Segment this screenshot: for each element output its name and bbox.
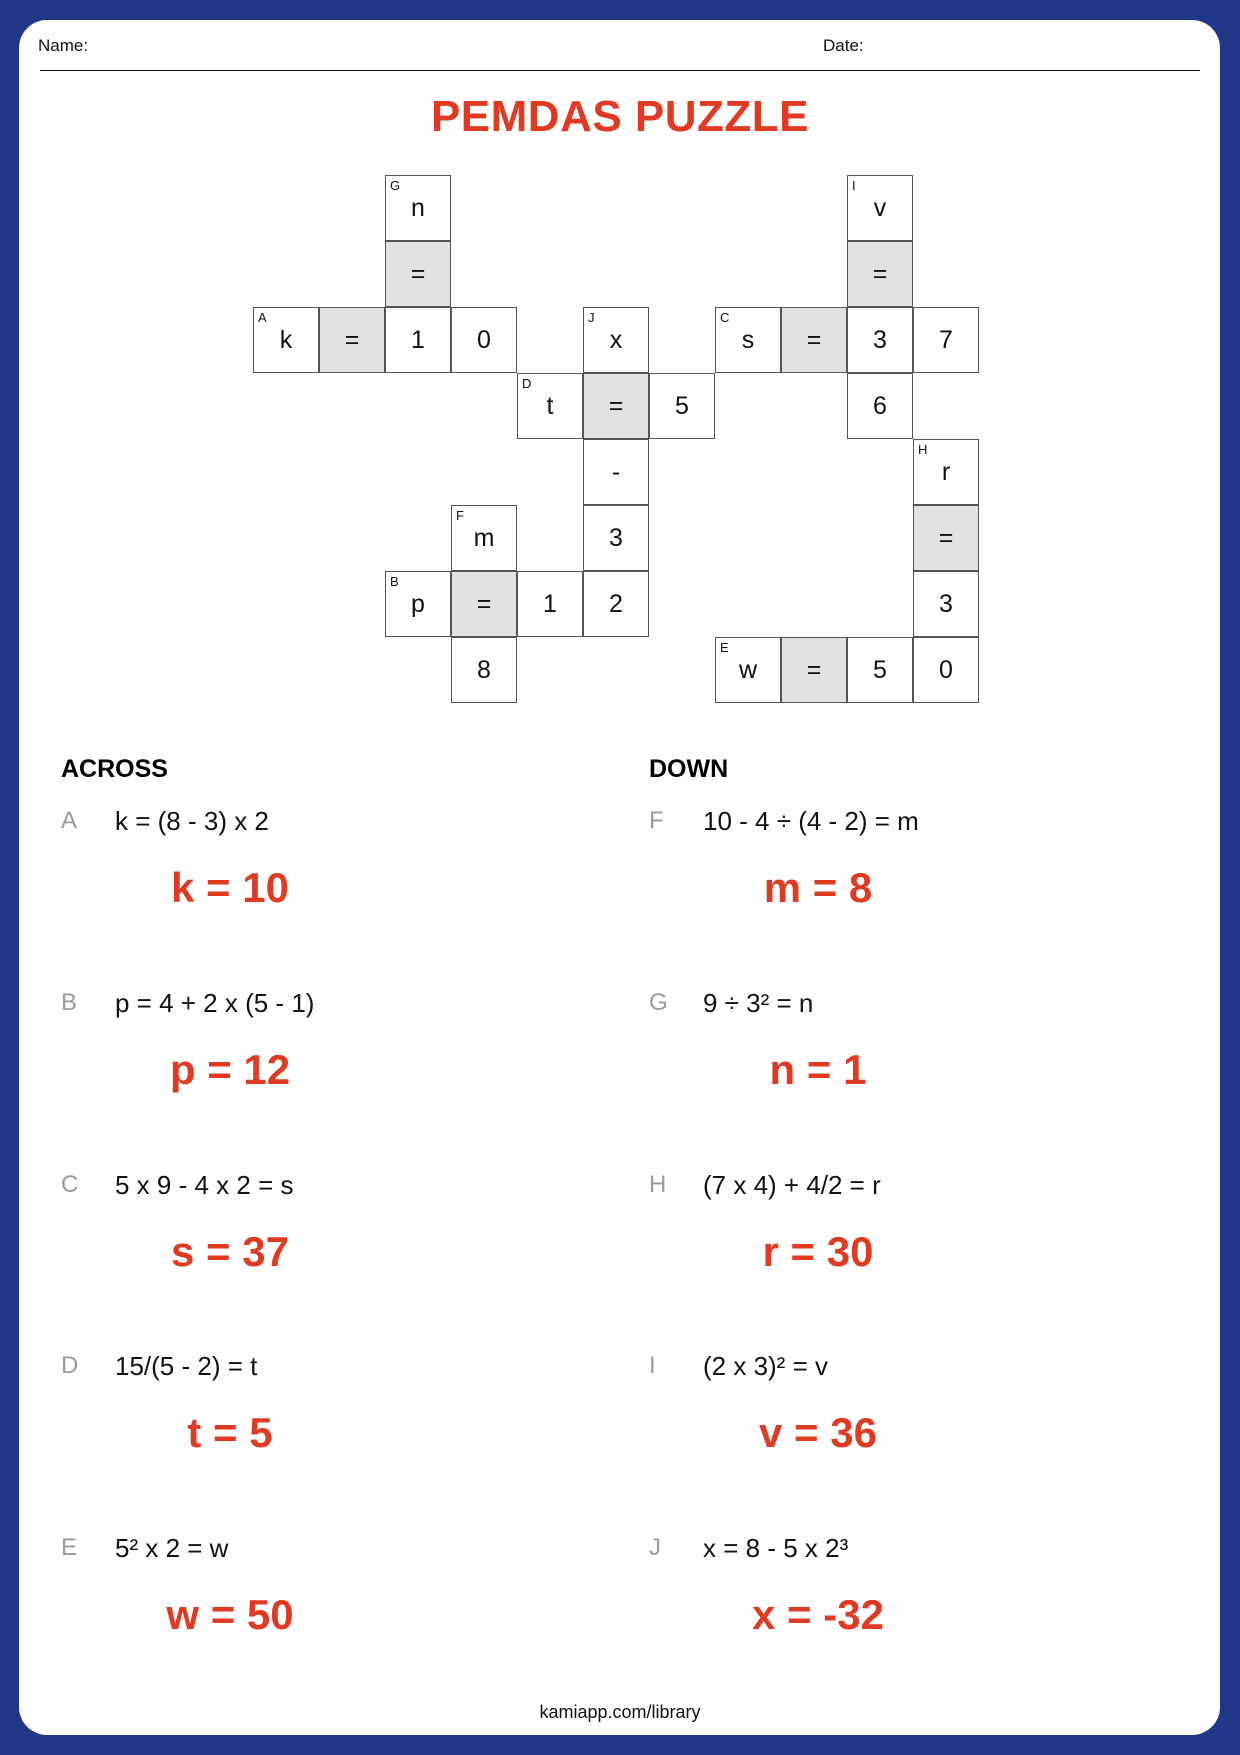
clue-answer: s = 37: [171, 1228, 289, 1275]
date-label: Date:: [823, 36, 864, 55]
cell-value: v: [873, 194, 887, 222]
cell-value: 0: [939, 656, 953, 684]
cell-value: 0: [477, 326, 491, 354]
grid-cell: [583, 439, 649, 505]
grid-cell: [847, 241, 913, 307]
clue-number-label: E: [720, 640, 729, 655]
grid-cell: [583, 571, 649, 637]
grid-cell: [385, 571, 451, 637]
clue-letter: F: [649, 807, 664, 834]
cell-value: =: [476, 590, 492, 618]
grid-cell: [385, 175, 451, 241]
clue-number-label: G: [390, 178, 401, 193]
cell-value: -: [611, 458, 621, 486]
clue-number-label: A: [258, 310, 267, 325]
cell-value: k: [279, 326, 293, 354]
cell-value: =: [938, 524, 954, 552]
cell-value: 3: [609, 524, 623, 552]
cell-value: 2: [609, 590, 623, 618]
clue-letter: E: [61, 1534, 78, 1561]
grid-cell: [781, 307, 847, 373]
grid-cell: [253, 307, 319, 373]
clue-answer: k = 10: [171, 864, 289, 911]
clue-letter: I: [649, 1352, 656, 1379]
cell-value: 3: [939, 590, 953, 618]
grid-cell: [913, 637, 979, 703]
cell-value: =: [344, 326, 360, 354]
grid-cell: [781, 637, 847, 703]
grid-cell: [451, 571, 517, 637]
clue-equation: (2 x 3)² = v: [703, 1351, 828, 1381]
grid-cell: [451, 637, 517, 703]
cell-value: =: [608, 392, 624, 420]
grid-cell: [583, 307, 649, 373]
grid-cell: [913, 571, 979, 637]
cell-value: n: [411, 194, 425, 222]
clue-equation: x = 8 - 5 x 2³: [703, 1533, 849, 1563]
grid-cell: [913, 307, 979, 373]
clue-answer: t = 5: [187, 1409, 273, 1456]
grid-cell: [847, 637, 913, 703]
grid-cell: [913, 439, 979, 505]
clue-letter: D: [61, 1352, 79, 1379]
clue-equation: k = (8 - 3) x 2: [115, 806, 269, 836]
clue-answer: n = 1: [769, 1046, 867, 1093]
grid-cell: [583, 373, 649, 439]
grid-cell: [913, 505, 979, 571]
grid-cell: [319, 307, 385, 373]
grid-cell: [451, 307, 517, 373]
clue-letter: J: [649, 1534, 661, 1561]
cell-value: 3: [873, 326, 887, 354]
clue-letter: A: [61, 807, 78, 834]
grid-cell: [847, 175, 913, 241]
clue-equation: 9 ÷ 3² = n: [703, 988, 814, 1018]
grid-cell: [517, 373, 583, 439]
cell-value: r: [941, 458, 951, 486]
cell-value: 7: [939, 326, 953, 354]
grid-cell: [385, 307, 451, 373]
clue-answer: p = 12: [169, 1046, 291, 1093]
cell-value: =: [410, 260, 426, 288]
grid-cell: [583, 505, 649, 571]
clue-letter: B: [61, 989, 78, 1016]
clue-letter: H: [649, 1171, 667, 1198]
cell-value: 5: [873, 656, 887, 684]
cell-value: 6: [873, 392, 887, 420]
name-label: Name:: [38, 36, 89, 55]
grid-cell: [517, 571, 583, 637]
cell-value: 1: [411, 326, 425, 354]
clue-letter: C: [61, 1171, 79, 1198]
cell-value: 1: [543, 590, 557, 618]
cell-value: =: [806, 326, 822, 354]
clue-equation: p = 4 + 2 x (5 - 1): [115, 988, 315, 1018]
cell-value: 5: [675, 392, 689, 420]
header-divider: [40, 70, 1200, 71]
clue-equation: 10 - 4 ÷ (4 - 2) = m: [703, 806, 919, 836]
clue-equation: 5² x 2 = w: [115, 1533, 229, 1563]
clue-answer: r = 30: [762, 1228, 874, 1275]
cell-value: s: [741, 326, 755, 354]
grid-cell: [715, 637, 781, 703]
footer-url: kamiapp.com/library: [539, 1702, 701, 1722]
grid-cell: [451, 505, 517, 571]
clue-number-label: J: [588, 310, 595, 325]
clue-equation: 5 x 9 - 4 x 2 = s: [115, 1170, 294, 1200]
clue-answer: m = 8: [763, 864, 873, 911]
grid-cell: [847, 307, 913, 373]
cell-value: =: [872, 260, 888, 288]
clue-equation: 15/(5 - 2) = t: [115, 1351, 258, 1381]
cell-value: w: [738, 656, 758, 684]
cell-value: t: [546, 392, 554, 420]
clue-number-label: I: [852, 178, 856, 193]
clue-number-label: F: [456, 508, 464, 523]
down-heading: DOWN: [649, 755, 729, 783]
page-title: PEMDAS PUZZLE: [430, 92, 810, 141]
clue-number-label: C: [720, 310, 730, 325]
cell-value: m: [473, 524, 495, 552]
clue-answer: x = -32: [752, 1591, 884, 1638]
clue-answer: v = 36: [759, 1409, 877, 1456]
clue-answer: w = 50: [166, 1591, 294, 1638]
cell-value: p: [411, 590, 425, 618]
clue-number-label: D: [522, 376, 532, 391]
clue-number-label: H: [918, 442, 928, 457]
cell-value: =: [806, 656, 822, 684]
cell-value: x: [609, 326, 623, 354]
grid-cell: [847, 373, 913, 439]
cell-value: 8: [477, 656, 491, 684]
grid-cell: [715, 307, 781, 373]
grid-cell: [385, 241, 451, 307]
across-heading: ACROSS: [61, 755, 168, 783]
clue-letter: G: [649, 989, 668, 1016]
clue-number-label: B: [390, 574, 399, 589]
grid-cell: [649, 373, 715, 439]
clue-equation: (7 x 4) + 4/2 = r: [703, 1170, 881, 1200]
